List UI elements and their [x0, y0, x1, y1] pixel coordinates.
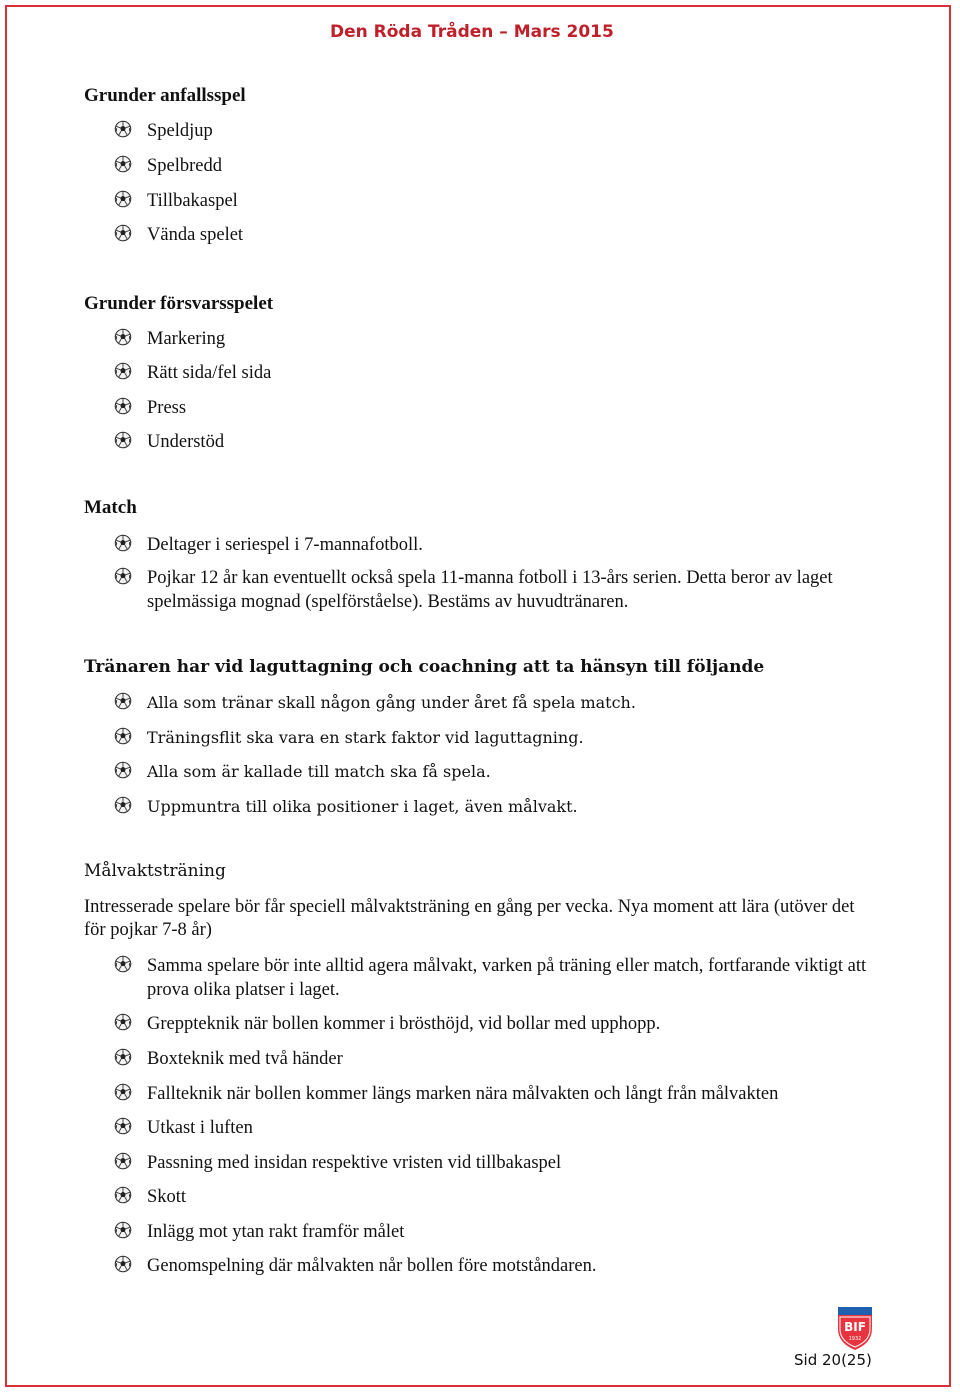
section-heading-coach: Tränaren har vid laguttagning och coachning att ta hänsyn till följande	[84, 657, 765, 677]
list-item-text: Understöd	[147, 432, 225, 452]
soccer-ball-icon	[114, 727, 132, 745]
section-heading-attack: Grunder anfallsspel	[84, 85, 246, 106]
list-item-text: Skott	[147, 1187, 187, 1207]
document-header-title: Den Röda Tråden – Mars 2015	[330, 22, 614, 42]
soccer-ball-icon	[114, 155, 132, 173]
page-number: Sid 20(25)	[794, 1351, 872, 1369]
list-item-text: Uppmuntra till olika positioner i laget, även målvakt.	[147, 797, 578, 816]
section-intro: Intresserade spelare bör får speciell målvaktsträning en gång per vecka. Nya moment att lära (utöver det för pojkar 7-8 år)	[84, 897, 855, 940]
list-item-text: Deltager i seriespel i 7-mannafotboll.	[147, 535, 423, 555]
soccer-ball-icon	[114, 955, 132, 973]
list-item-text: Tillbakaspel	[147, 191, 238, 211]
soccer-ball-icon	[114, 1221, 132, 1239]
soccer-ball-icon	[114, 1186, 132, 1204]
soccer-ball-icon	[114, 190, 132, 208]
soccer-ball-icon	[114, 692, 132, 710]
list-item-text: Markering	[147, 329, 226, 349]
soccer-ball-icon	[114, 567, 132, 585]
list-item-text: Press	[147, 398, 187, 418]
list-item-text: Alla som tränar skall någon gång under året få spela match.	[147, 693, 636, 712]
list-item-text: Boxteknik med två händer	[147, 1049, 343, 1069]
soccer-ball-icon	[114, 328, 132, 346]
soccer-ball-icon	[114, 761, 132, 779]
section-heading-goalkeeper: Målvaktsträning	[84, 861, 226, 881]
soccer-ball-icon	[114, 534, 132, 552]
list-item-text: Fallteknik när bollen kommer längs marken nära målvakten och långt från målvakten	[147, 1084, 779, 1104]
soccer-ball-icon	[114, 1255, 132, 1273]
list-item-text: Passning med insidan respektive vristen vid tillbakaspel	[147, 1153, 562, 1173]
soccer-ball-icon	[114, 1152, 132, 1170]
logo-year: 1932	[848, 1336, 862, 1342]
soccer-ball-icon	[114, 431, 132, 449]
soccer-ball-icon	[114, 120, 132, 138]
logo-text: BIF	[844, 1320, 866, 1334]
soccer-ball-icon	[114, 397, 132, 415]
soccer-ball-icon	[114, 224, 132, 242]
list-item-text: Utkast i luften	[147, 1118, 253, 1138]
list-item-text: Rätt sida/fel sida	[147, 363, 272, 383]
list-item-text: Genomspelning där målvakten når bollen före motståndaren.	[147, 1256, 597, 1276]
list-item-text: Pojkar 12 år kan eventuellt också spela 11-manna fotboll i 13-års serien. Detta beror av laget spelmässiga mognad (spelförståelse). Bestäms av huvudtränaren.	[147, 568, 833, 612]
list-item-text: Spelbredd	[147, 156, 223, 176]
list-item-text: Träningsflit ska vara en stark faktor vid laguttagning.	[147, 728, 584, 747]
list-item-text: Alla som är kallade till match ska få spela.	[147, 762, 491, 781]
list-item-text: Samma spelare bör inte alltid agera målvakt, varken på träning eller match, fortfarande viktigt att prova olika platser i laget.	[147, 956, 867, 1000]
list-item-text: Speldjup	[147, 121, 213, 141]
soccer-ball-icon	[114, 1048, 132, 1066]
soccer-ball-icon	[114, 1117, 132, 1135]
list-item-text: Inlägg mot ytan rakt framför målet	[147, 1222, 405, 1242]
club-shield-icon	[836, 1305, 874, 1351]
soccer-ball-icon	[114, 1083, 132, 1101]
section-heading-defense: Grunder försvarsspelet	[84, 293, 274, 314]
list-item-text: Vända spelet	[147, 225, 244, 245]
soccer-ball-icon	[114, 796, 132, 814]
list-item-text: Greppteknik när bollen kommer i brösthöjd, vid bollar med upphopp.	[147, 1014, 661, 1034]
soccer-ball-icon	[114, 362, 132, 380]
section-heading-match: Match	[84, 497, 137, 518]
soccer-ball-icon	[114, 1013, 132, 1031]
